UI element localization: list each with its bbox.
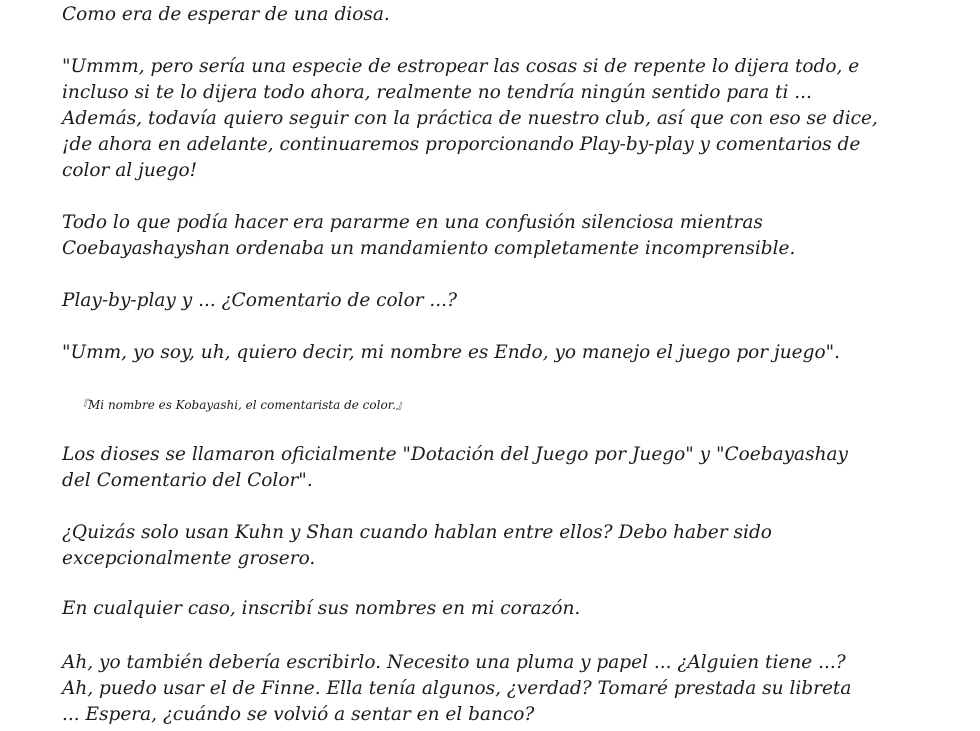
text-line: incluso si te lo dijera todo ahora, realmente no tendría ningún sentido para ti ... (62, 82, 812, 103)
paragraph-9 (62, 596, 962, 622)
paragraph-4 (62, 288, 962, 314)
text-line: "Umm, yo soy, uh, quiero decir, mi nombre es Endo, yo manejo el juego por juego". (62, 342, 840, 363)
text-line: Ah, yo también debería escribirlo. Necesito una pluma y papel ... ¿Alguien tiene ...? (62, 652, 846, 673)
text-line: Play-by-play y ... ¿Comentario de color ...? (62, 290, 457, 311)
paragraph-2 (62, 54, 962, 184)
paragraph-6 (62, 392, 976, 418)
text-line: ... Espera, ¿cuándo se volvió a sentar en el banco? (62, 704, 535, 725)
paragraph-8 (62, 520, 962, 572)
text-line: 『Mi nombre es Kobayashi, el comentarista de color.』 (76, 398, 408, 412)
text-line: Coebayashayshan ordenaba un mandamiento completamente incomprensible. (62, 238, 796, 259)
text-line: excepcionalmente grosero. (62, 548, 316, 569)
text-line: del Comentario del Color". (62, 470, 313, 491)
paragraph-5 (62, 340, 962, 366)
text-line: En cualquier caso, inscribí sus nombres en mi corazón. (62, 598, 581, 619)
paragraph-1 (62, 2, 962, 28)
paragraph-3 (62, 210, 962, 262)
text-line: "Ummm, pero sería una especie de estropear las cosas si de repente lo dijera todo, e (62, 56, 860, 77)
text-line: Además, todavía quiero seguir con la práctica de nuestro club, así que con eso se dice, (62, 108, 878, 129)
text-line: color al juego! (62, 160, 198, 181)
paragraph-10 (62, 650, 962, 728)
text-line: Los dioses se llamaron oficialmente "Dotación del Juego por Juego" y "Coebayashay (62, 444, 848, 465)
text-line: ¡de ahora en adelante, continuaremos proporcionando Play-by-play y comentarios de (62, 134, 861, 155)
text-line: Como era de esperar de una diosa. (62, 4, 390, 25)
paragraph-7 (62, 442, 962, 494)
text-line: ¿Quizás solo usan Kuhn y Shan cuando hablan entre ellos? Debo haber sido (62, 522, 772, 543)
text-line: Ah, puedo usar el de Finne. Ella tenía algunos, ¿verdad? Tomaré prestada su libreta (62, 678, 852, 699)
text-line: Todo lo que podía hacer era pararme en una confusión silenciosa mientras (62, 212, 763, 233)
